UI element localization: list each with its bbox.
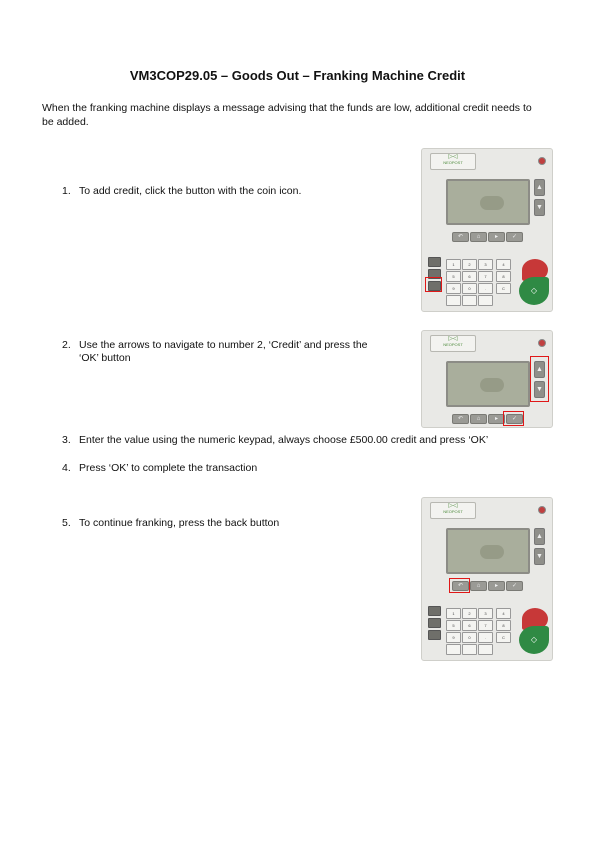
- up-arrow-icon: ▲: [534, 361, 545, 378]
- step-text: To continue franking, press the back button: [79, 517, 280, 529]
- down-arrow-icon: ▼: [534, 199, 545, 216]
- franking-machine-image-1: ▷◁ NEOPOST ▲ ▼ ↶ ⌂ ▸ ✓ 1 2 3 4 5 6 7 8 9 0 . C ◇: [421, 148, 553, 312]
- down-arrow-icon: ▼: [534, 381, 545, 398]
- step-text-line-1: Use the arrows to navigate to number 2, ‘Credit’ and press the: [79, 339, 368, 351]
- highlight-back-button: [449, 578, 470, 593]
- highlight-ok-button: [503, 411, 524, 426]
- display-screen: [446, 179, 530, 225]
- highlight-arrow-buttons: [530, 356, 549, 402]
- neopost-logo: ▷◁ NEOPOST: [430, 335, 476, 352]
- start-button-icon: ◇: [519, 626, 549, 654]
- down-arrow-icon: ▼: [534, 548, 545, 565]
- display-screen: [446, 361, 530, 407]
- step-number: 4.: [62, 462, 71, 474]
- franking-machine-image-2: [421, 330, 553, 428]
- forward-icon: ▸: [488, 232, 505, 242]
- back-icon: ↶: [452, 581, 469, 591]
- step-number: 2.: [62, 339, 71, 351]
- status-led-icon: [538, 157, 546, 165]
- neopost-logo: ▷◁ NEOPOST: [430, 502, 476, 519]
- status-led-icon: [538, 506, 546, 514]
- up-arrow-icon: ▲: [534, 528, 545, 545]
- ok-icon: ✓: [506, 414, 523, 424]
- step-number: 3.: [62, 434, 71, 446]
- status-led-icon: [538, 339, 546, 347]
- display-screen: [446, 528, 530, 574]
- step-number: 5.: [62, 517, 71, 529]
- back-icon: ↶: [452, 414, 469, 424]
- intro-paragraph: When the franking machine displays a message advising that the funds are low, additional credit needs to be added.: [42, 102, 532, 128]
- up-arrow-icon: ▲: [534, 179, 545, 196]
- back-icon: ↶: [452, 232, 469, 242]
- step-text: To add credit, click the button with the coin icon.: [79, 185, 302, 197]
- side-key: [428, 606, 441, 616]
- step-text-line-2: ‘OK’ button: [79, 352, 131, 364]
- home-icon: ⌂: [470, 414, 487, 424]
- document-title: VM3COP29.05 – Goods Out – Franking Machine Credit: [129, 68, 466, 83]
- side-key: [428, 618, 441, 628]
- highlight-coin-button: [425, 277, 442, 292]
- coin-icon: [428, 630, 441, 640]
- neopost-logo: ▷◁ NEOPOST: [430, 153, 476, 170]
- forward-icon: ▸: [488, 581, 505, 591]
- step-text: Press ‘OK’ to complete the transaction: [79, 462, 258, 474]
- forward-icon: ▸: [488, 414, 505, 424]
- start-button-icon: ◇: [519, 277, 549, 305]
- side-key: [428, 257, 441, 267]
- step-text: Enter the value using the numeric keypad, always choose £500.00 credit and press ‘OK’: [79, 434, 489, 446]
- ok-icon: ✓: [506, 232, 523, 242]
- franking-machine-image-3: ▷◁ NEOPOST ▲ ▼ ↶ ⌂ ▸ ✓ 1 2 3 4 5 6 7 8 9 0 . C ◇: [421, 497, 553, 661]
- step-number: 1.: [62, 185, 71, 197]
- home-icon: ⌂: [470, 581, 487, 591]
- ok-icon: ✓: [506, 581, 523, 591]
- home-icon: ⌂: [470, 232, 487, 242]
